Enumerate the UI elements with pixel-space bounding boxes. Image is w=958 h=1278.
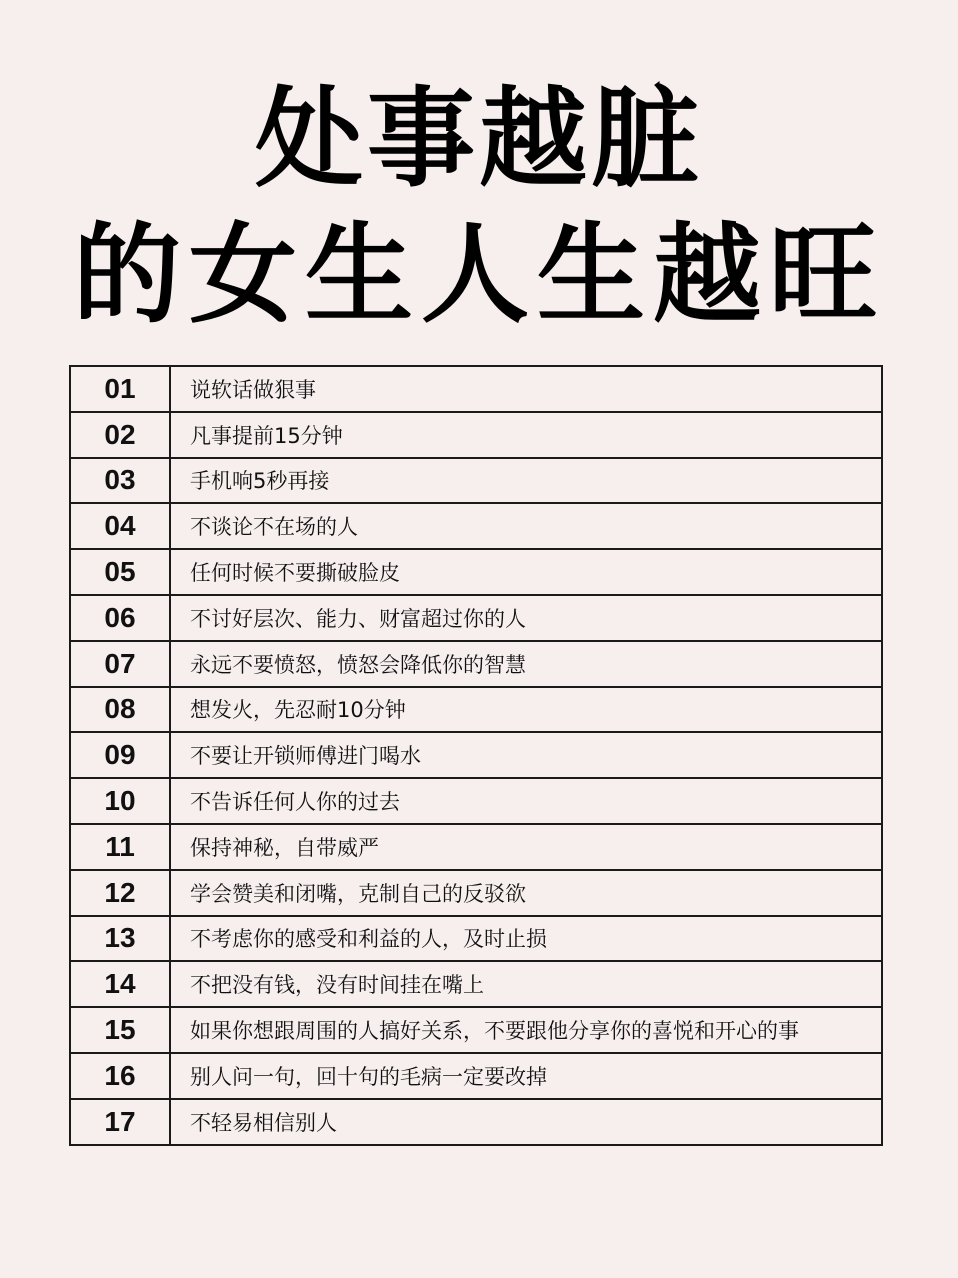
table-row bbox=[70, 641, 882, 687]
table-row bbox=[70, 366, 882, 412]
item-text: 不告诉任何人你的过去 bbox=[170, 778, 882, 824]
item-text: 永远不要愤怒，愤怒会降低你的智慧 bbox=[170, 641, 882, 687]
table-row bbox=[70, 824, 882, 870]
table-row bbox=[70, 778, 882, 824]
table-row bbox=[70, 549, 882, 595]
table-row bbox=[70, 1007, 882, 1053]
item-number: 10 bbox=[70, 778, 170, 824]
item-number: 03 bbox=[70, 458, 170, 504]
item-number: 05 bbox=[70, 549, 170, 595]
item-number: 11 bbox=[70, 824, 170, 870]
table-row bbox=[70, 412, 882, 458]
item-text: 保持神秘，自带威严 bbox=[170, 824, 882, 870]
item-text: 任何时候不要撕破脸皮 bbox=[170, 549, 882, 595]
table-row bbox=[70, 1053, 882, 1099]
table-row bbox=[70, 916, 882, 962]
item-text: 不考虑你的感受和利益的人，及时止损 bbox=[170, 916, 882, 962]
table-row bbox=[70, 595, 882, 641]
item-number: 04 bbox=[70, 503, 170, 549]
item-text: 不谈论不在场的人 bbox=[170, 503, 882, 549]
item-number: 09 bbox=[70, 732, 170, 778]
item-text: 不把没有钱，没有时间挂在嘴上 bbox=[170, 961, 882, 1007]
item-text: 手机响5秒再接 bbox=[170, 458, 882, 504]
item-number: 08 bbox=[70, 687, 170, 733]
item-number: 12 bbox=[70, 870, 170, 916]
item-text: 不轻易相信别人 bbox=[170, 1099, 882, 1145]
item-number: 14 bbox=[70, 961, 170, 1007]
item-number: 17 bbox=[70, 1099, 170, 1145]
table-row bbox=[70, 961, 882, 1007]
item-text: 不讨好层次、能力、财富超过你的人 bbox=[170, 595, 882, 641]
table-row bbox=[70, 732, 882, 778]
item-number: 02 bbox=[70, 412, 170, 458]
item-text: 凡事提前15分钟 bbox=[170, 412, 882, 458]
table-row bbox=[70, 687, 882, 733]
item-number: 01 bbox=[70, 366, 170, 412]
page-title-line-1: 处事越脏 bbox=[254, 77, 703, 202]
item-text: 别人问一句，回十句的毛病一定要改掉 bbox=[170, 1053, 882, 1099]
page-title-line-2: 的女生人生越旺 bbox=[72, 213, 885, 338]
item-text: 说软话做狠事 bbox=[170, 366, 882, 412]
item-text: 如果你想跟周围的人搞好关系，不要跟他分享你的喜悦和开心的事 bbox=[170, 1007, 882, 1053]
table-row bbox=[70, 1099, 882, 1145]
item-number: 15 bbox=[70, 1007, 170, 1053]
tips-table bbox=[69, 365, 883, 1146]
table-row bbox=[70, 870, 882, 916]
table-row bbox=[70, 503, 882, 549]
item-text: 不要让开锁师傅进门喝水 bbox=[170, 732, 882, 778]
item-text: 想发火，先忍耐10分钟 bbox=[170, 687, 882, 733]
item-number: 06 bbox=[70, 595, 170, 641]
item-number: 07 bbox=[70, 641, 170, 687]
table-row bbox=[70, 458, 882, 504]
item-number: 13 bbox=[70, 916, 170, 962]
item-number: 16 bbox=[70, 1053, 170, 1099]
item-text: 学会赞美和闭嘴，克制自己的反驳欲 bbox=[170, 870, 882, 916]
